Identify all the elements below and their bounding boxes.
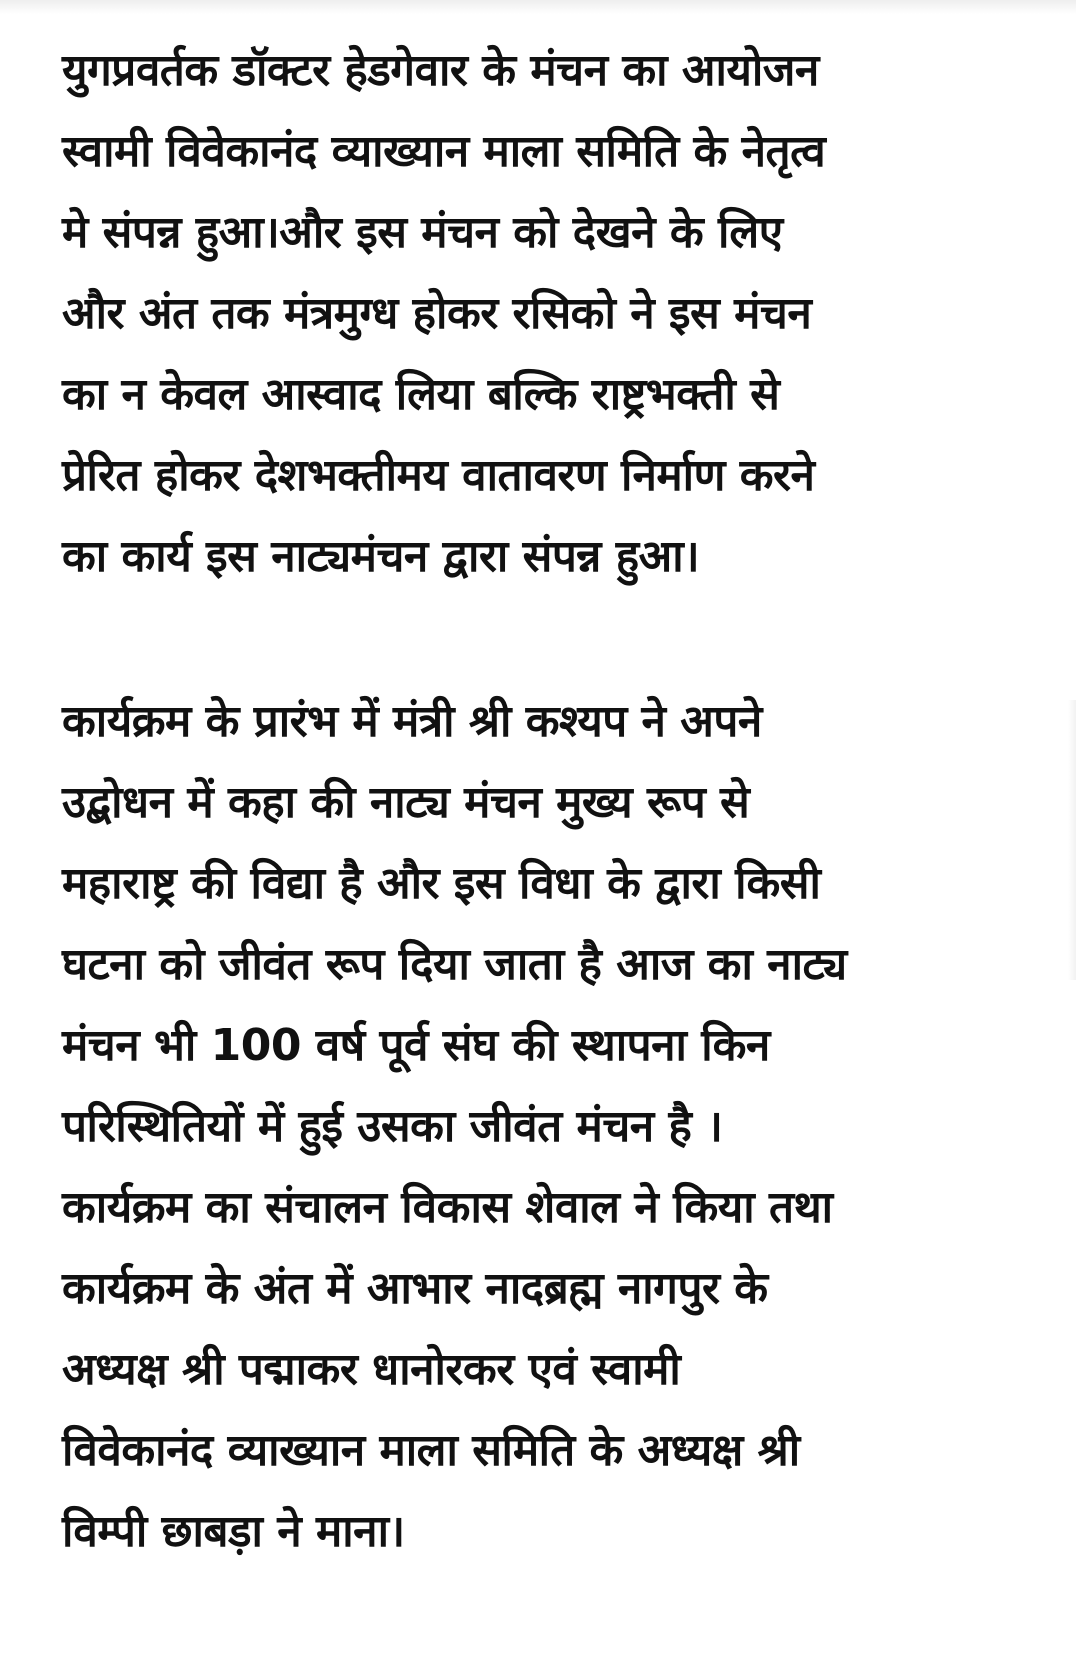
text-line: युगप्रवर्तक डॉक्टर हेडगेवार के मंचन का आयोजन: [62, 45, 819, 96]
text-line: का कार्य इस नाट्यमंचन द्वारा संपन्न हुआ।: [62, 531, 700, 582]
article-body: [62, 30, 1052, 1572]
text-line: मे संपन्न हुआ।और इस मंचन को देखने के लिए: [62, 207, 783, 258]
text-line: अध्यक्ष श्री पद्माकर धानोरकर एवं स्वामी: [62, 1344, 681, 1395]
scroll-edge[interactable]: [1068, 700, 1076, 980]
text-line: परिस्थितियों में हुई उसका जीवंत मंचन है ।: [62, 1101, 723, 1152]
text-line: महाराष्ट्र की विद्या है और इस विधा के द्वारा किसी: [62, 858, 821, 909]
text-line: घटना को जीवंत रूप दिया जाता है आज का नाट्य: [62, 939, 847, 990]
text-line: मंचन भी 100 वर्ष पूर्व संघ की स्थापना किन: [62, 1020, 770, 1071]
text-line: प्रेरित होकर देशभक्तीमय वातावरण निर्माण करने: [62, 450, 815, 501]
paragraph-1: [62, 30, 1052, 597]
paragraph-spacer: [62, 597, 1052, 681]
text-line: कार्यक्रम का संचालन विकास शेवाल ने किया तथा: [62, 1182, 833, 1233]
top-edge-shadow: [0, 0, 1076, 14]
text-line: कार्यक्रम के प्रारंभ में मंत्री श्री कश्यप ने अपने: [62, 696, 762, 747]
text-line: का न केवल आस्वाद लिया बल्कि राष्ट्रभक्ती से: [62, 369, 780, 420]
text-line: स्वामी विवेकानंद व्याख्यान माला समिति के नेतृत्व: [62, 126, 826, 177]
text-line: कार्यक्रम के अंत में आभार नादब्रह्म नागपुर के: [62, 1263, 768, 1314]
text-line: विम्पी छाबड़ा ने माना।: [62, 1506, 405, 1557]
text-line: विवेकानंद व्याख्यान माला समिति के अध्यक्ष श्री: [62, 1425, 800, 1476]
text-line: उद्बोधन में कहा की नाट्य मंचन मुख्य रूप से: [62, 777, 750, 828]
paragraph-2: [62, 681, 1052, 1572]
text-line: और अंत तक मंत्रमुग्ध होकर रसिको ने इस मंचन: [62, 288, 812, 339]
